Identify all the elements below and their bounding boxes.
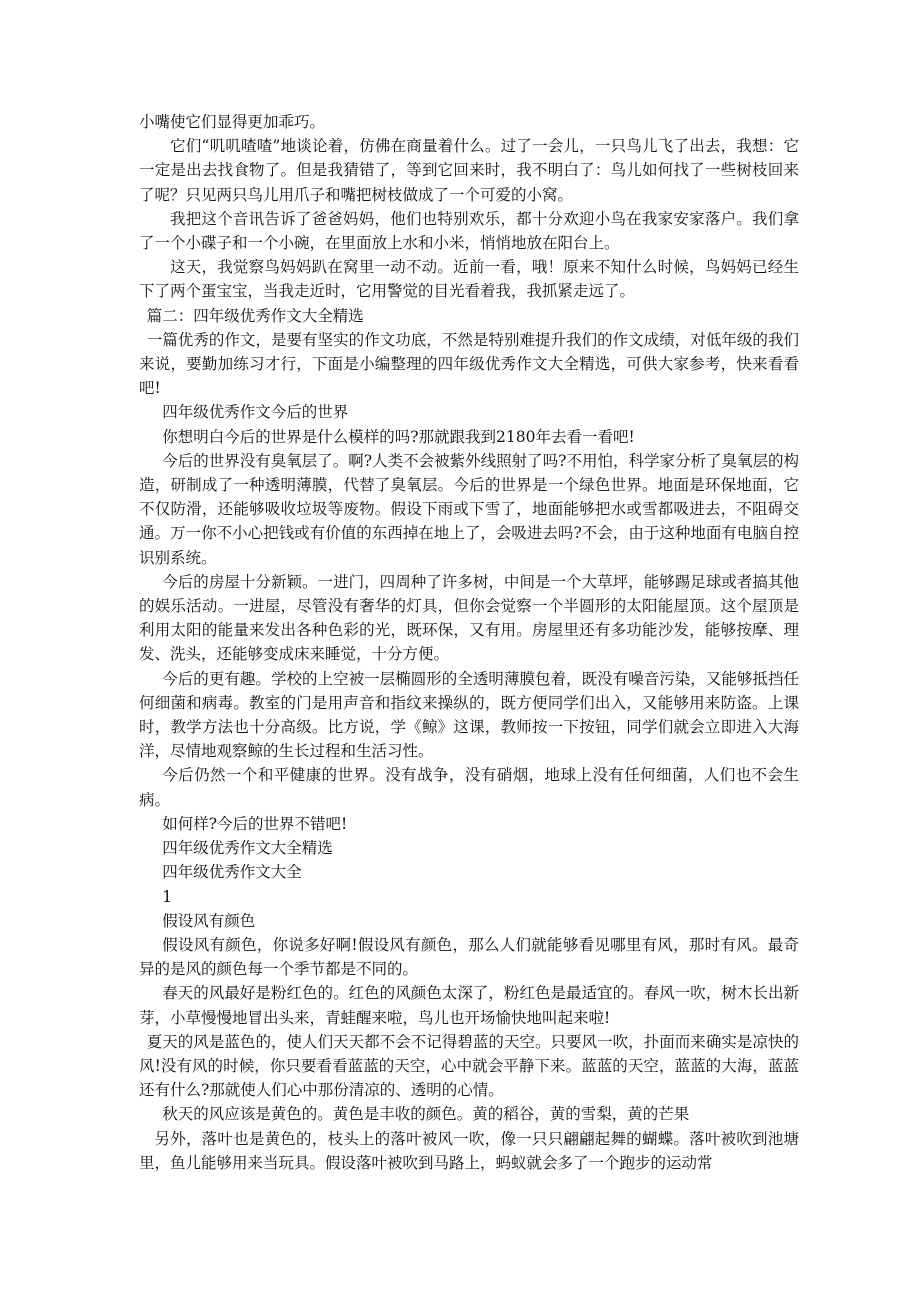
- paragraph: 今后的房屋十分新颖。一进门，四周种了许多树，中间是一个大草坪，能够踢足球或者搞其他的娱乐活动。一进屋，尽管没有奢华的灯具，但你会觉察一个半圆形的太阳能屋顶。这个屋顶是利用太阳的能量来发出各种色彩的光，既环保，又有用。房屋里还有多功能沙发，能够按摩、理发、洗头，还能够变成床来睡觉，十分方便。: [139, 572, 799, 664]
- paragraph: 春天的风最好是粉红色的。红色的风颜色太深了，粉红色是最适宜的。春风一吹，树木长出新芽，小草慢慢地冒出头来，青蛙醒来啦，鸟儿也开场愉快地叫起来啦!: [139, 984, 799, 1027]
- paragraph: 我把这个音讯告诉了爸爸妈妈，他们也特别欢乐，都十分欢迎小鸟在我家安家落户。我们拿了一个小碟子和一个小碗，在里面放上水和小米，悄悄地放在阳台上。: [139, 209, 799, 253]
- paragraph: 夏天的风是蓝色的，使人们天天都不会不记得碧蓝的天空。只要风一吹，扑面而来确实是凉快的风!没有风的时候，你只要看看蓝蓝的天空，心中就会平静下来。蓝蓝的天空，蓝蓝的大海，蓝蓝还有什么?那就使人们心中那份清凉的、透明的心情。: [139, 1032, 799, 1100]
- essay-title: 假设风有颜色: [162, 911, 256, 930]
- paragraph: 四年级优秀作文大全: [162, 863, 302, 882]
- paragraph: 四年级优秀作文大全精选: [162, 839, 333, 858]
- paragraph: 今后的世界没有臭氧层了。啊?人类不会被紫外线照射了吗?不用怕，科学家分析了臭氧层的构造，研制成了一种透明薄膜，代替了臭氧层。今后的世界是一个绿色世界。地面是环保地面，它不仅防滑，还能够吸收垃圾等废物。假设下雨或下雪了，地面能够把水或雪都吸进去，不阻碍交通。万一你不小心把钱或有价值的东西掉在地上了，会吸进去吗?不会，由于这种地面有电脑自控识别系统。: [139, 451, 799, 567]
- paragraph: 假设风有颜色，你说多好啊!假设风有颜色，那么人们就能够看见哪里有风，那时有风。最奇异的是风的颜色每一个季节都是不同的。: [139, 935, 799, 979]
- paragraph: 一篇优秀的作文，是要有坚实的作文功底，不然是特别难提升我们的作文成绩，对低年级的我们来说，要勤加练习才行，下面是小编整理的四年级优秀作文大全精选，可供大家参考，快来看看吧!: [139, 330, 799, 398]
- paragraph: 秋天的风应该是黄色的。黄色是丰收的颜色。黄的稻谷，黄的雪梨，黄的芒果: [162, 1105, 690, 1124]
- paragraph: 小嘴使它们显得更加乖巧。: [139, 113, 326, 131]
- paragraph: 1: [162, 887, 173, 906]
- document-body: [139, 110, 799, 1175]
- essay-title: 四年级优秀作文今后的世界: [162, 403, 349, 422]
- paragraph: 它们“叽叽喳喳”地谈论着，仿佛在商量着什么。过了一会儿，一只鸟儿飞了出去，我想：它一定是出去找食物了。但是我猜错了，等到它回来时，我不明白了：鸟儿如何找了一些树枝回来了呢？只见两只鸟儿用爪子和嘴把树枝做成了一个可爱的小窝。: [139, 137, 799, 204]
- paragraph: 你想明白今后的世界是什么模样的吗?那就跟我到2180年去看一看吧!: [162, 427, 635, 446]
- paragraph: 今后的更有趣。学校的上空被一层椭圆形的全透明薄膜包着，既没有噪音污染，又能够抵挡任何细菌和病毒。教室的门是用声音和指纹来操纵的，既方便同学们出入，又能够用来防盗。上课时，教学方法也十分高级。比方说，学《鲸》这课，教师按一下按钮，同学们就会立即进入大海洋，尽情地观察鲸的生长过程和生活习性。: [139, 669, 799, 761]
- section-heading: 篇二：四年级优秀作文大全精选: [146, 306, 364, 325]
- paragraph: 今后仍然一个和平健康的世界。没有战争，没有硝烟，地球上没有任何细菌，人们也不会生病。: [139, 766, 799, 809]
- paragraph: 这天，我觉察鸟妈妈趴在窝里一动不动。近前一看，哦！原来不知什么时候，鸟妈妈已经生下了两个蛋宝宝，当我走近时，它用警觉的目光看着我，我抓紧走远了。: [139, 258, 799, 301]
- paragraph: 如何样?今后的世界不错吧!: [162, 814, 348, 833]
- paragraph: 另外，落叶也是黄色的，枝头上的落叶被风一吹，像一只只翩翩起舞的蝴蝶。落叶被吹到池塘里，鱼儿能够用来当玩具。假设落叶被吹到马路上，蚂蚁就会多了一个跑步的运动常: [139, 1129, 799, 1172]
